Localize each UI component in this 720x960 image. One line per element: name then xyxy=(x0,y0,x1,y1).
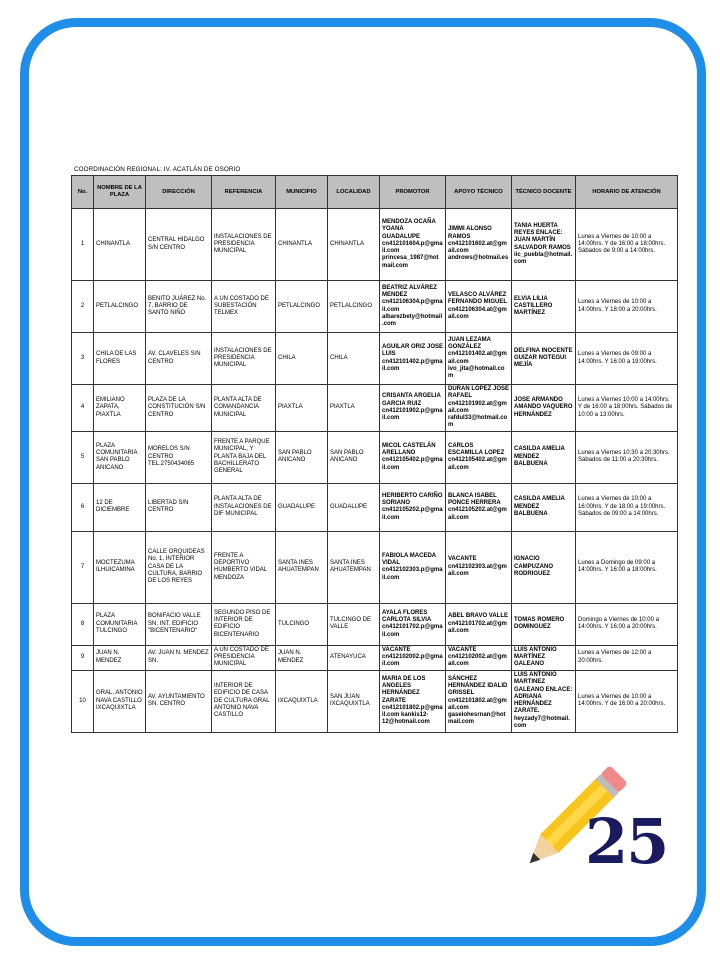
cell-localidad: PIAXTLA xyxy=(328,385,380,432)
cell-tecnico: ELVIA LILIA CASTILLERO MARTÍNEZ xyxy=(512,281,576,333)
cell-municipio: SANTA INES AHUATEMPAN xyxy=(276,531,328,603)
table-row xyxy=(72,333,678,385)
cell-referencia: FRENTE A PARQUE MUNICIPAL, Y PLANTA BAJA DEL BACHILLERATO GENERAL xyxy=(212,431,276,483)
header-direccion: DIRECCIÓN xyxy=(146,176,212,209)
table-row xyxy=(72,209,678,281)
cell-localidad: SAN JUAN IXCAQUIXTLA xyxy=(328,670,380,732)
cell-referencia: SEGUNDO PISO DE INTERIOR DE EDIFICIO BICENTENARIO xyxy=(212,603,276,645)
cell-plaza: PLAZA COMUNITARIA SAN PABLO ANICANO xyxy=(94,431,146,483)
cell-promotor: HERIBERTO CARIÑO SORIANO cn412105202.p@gmail.com xyxy=(380,483,446,531)
cell-promotor: VACANTE cn412102002.p@gmail.com xyxy=(380,645,446,670)
cell-localidad: SANTA INES AHUATEMPAN xyxy=(328,531,380,603)
table-row xyxy=(72,483,678,531)
cell-tecnico: CASILDA AMELIA MENDEZ BALBUENA xyxy=(512,431,576,483)
cell-no: 10 xyxy=(72,670,94,732)
cell-apoyo: JUAN LEZAMA GONZÁLEZ cn412101402.at@gmail.com ivo_jita@hotmail.com xyxy=(446,333,512,385)
cell-horario: Lunes a Viernes de 10:00 a 16:00hrs. Y de 18:00 a 19:00hrs. Sábados de 09:00 a 14:00hrs. xyxy=(576,483,678,531)
cell-tecnico: LUIS ANTONIO MARTINEZ GALEANO ENLACE: ADRIANA HERNÁNDEZ ZARATE. heyzady7@hotmail.com xyxy=(512,670,576,732)
cell-direccion: CENTRAL HIDALGO S/N CENTRO xyxy=(146,209,212,281)
cell-horario: Lunes a Viernes de 10:00 a 14:00hrs. Y de 16:00 a 20:00hrs. xyxy=(576,670,678,732)
header-horario: HORARIO DE ATENCIÓN xyxy=(576,176,678,209)
region-title: COORDINACIÓN REGIONAL: IV. ACATLÁN DE OSORIO xyxy=(74,166,241,173)
cell-localidad: CHILA xyxy=(328,333,380,385)
page-number: 25 xyxy=(585,805,668,878)
cell-promotor: AYALA FLORES CARLOTA SILVIA cn412101702.p@gmail.com xyxy=(380,603,446,645)
cell-direccion: BENITO JUÁREZ No. 7, BARRIO DE SANTO NIÑO xyxy=(146,281,212,333)
header-localidad: LOCALIDAD xyxy=(328,176,380,209)
cell-apoyo: VELASCO ALVÁREZ FERNANDO MIGUEL cn412106304.at@gmail.com xyxy=(446,281,512,333)
cell-plaza: PLAZA COMUNITARIA TULCINGO xyxy=(94,603,146,645)
cell-horario: Lunes a Viernes de 10:00 a 14:00hrs. Y de 16:00 a 18:00hrs. Sábados de 9:00 a 14:00hrs. xyxy=(576,209,678,281)
cell-localidad: PETLALCINGO xyxy=(328,281,380,333)
cell-localidad: ATENAYUCA xyxy=(328,645,380,670)
cell-no: 6 xyxy=(72,483,94,531)
cell-direccion: CALLE ORQUIDEAS No. 1, INTERIOR CASA DE LA CULTURA, BARRIO DE LOS REYES xyxy=(146,531,212,603)
table-row xyxy=(72,281,678,333)
cell-referencia: FRENTE A DEPORTIVO HUMBERTO VIDAL MENDOZA xyxy=(212,531,276,603)
table-row xyxy=(72,385,678,432)
cell-horario: Lunes a Viernes 10:00 a 14:00hrs. Y de 16:00 a 18:00hrs. Sábados de 10:00 a 13:00hrs. xyxy=(576,385,678,432)
cell-municipio: SAN PABLO ANICANO xyxy=(276,431,328,483)
cell-no: 3 xyxy=(72,333,94,385)
cell-promotor: MICOL CASTELÁN ARELLANO cn412105402.p@gmail.com xyxy=(380,431,446,483)
cell-referencia: PLANTA ALTA DE COMANDANCIA MUNICIPAL xyxy=(212,385,276,432)
cell-municipio: IXCAQUIXTLA xyxy=(276,670,328,732)
header-no: No. xyxy=(72,176,94,209)
cell-tecnico: TOMAS ROMERO DOMINGUEZ xyxy=(512,603,576,645)
cell-horario: Domingo a Viernes de 10:00 a 14:00hrs. Y 16:00 a 20:00hrs. xyxy=(576,603,678,645)
table-header-row xyxy=(72,176,678,209)
cell-referencia: INTERIOR DE EDIFICIO DE CASA DE CULTURA GRAL ANTONIO NAVA CASTILLO xyxy=(212,670,276,732)
header-promotor: PROMOTOR xyxy=(380,176,446,209)
cell-no: 1 xyxy=(72,209,94,281)
cell-plaza: CHILA DE LAS FLORES xyxy=(94,333,146,385)
table-row xyxy=(72,531,678,603)
cell-apoyo: JIMMI ALONSO RAMOS cn412101602.at@gmail.com androws@hotmail.es xyxy=(446,209,512,281)
cell-horario: Lunes a Viernes de 12:00 a 20:00hrs. xyxy=(576,645,678,670)
cell-no: 5 xyxy=(72,431,94,483)
cell-plaza: PETLALCINGO xyxy=(94,281,146,333)
cell-direccion: MORELOS S/N CENTRO TEL.2750434065 xyxy=(146,431,212,483)
cell-municipio: CHINANTLA xyxy=(276,209,328,281)
cell-direccion: AV. JUAN N. MENDEZ SN. xyxy=(146,645,212,670)
cell-no: 7 xyxy=(72,531,94,603)
cell-direccion: PLAZA DE LA CONSTITUCIÓN S/N CENTRO xyxy=(146,385,212,432)
table-row xyxy=(72,670,678,732)
cell-localidad: GUADALUPE xyxy=(328,483,380,531)
cell-tecnico: CASILDA AMELIA MENDEZ BALBUENA xyxy=(512,483,576,531)
cell-apoyo: VACANTE cn412102002.at@gmail.com xyxy=(446,645,512,670)
cell-plaza: MOCTEZUMA ILHUICAMINA xyxy=(94,531,146,603)
cell-apoyo: SÁNCHEZ HERNÁNDEZ IDALID GRISSEL cn412101802.at@gmail.com gaselohesrnan@hotmail.com xyxy=(446,670,512,732)
cell-direccion: AV. CLAVELES S/N CENTRO xyxy=(146,333,212,385)
cell-referencia: PLANTA ALTA DE INSTALACIONES DE DIF MUNICIPAL xyxy=(212,483,276,531)
cell-apoyo: CARLOS ESCAMILLA LOPEZ cn412105402.at@gmail.com xyxy=(446,431,512,483)
cell-tecnico: TANIA HUERTA REYES ENLACE: JUAN MARTÍN SALVADOR RAMOS iic_puebla@hotmail.com xyxy=(512,209,576,281)
cell-plaza: CHINANTLA xyxy=(94,209,146,281)
cell-tecnico: JOSE ARMANDO AMANDO VAQUERO HERNÁNDEZ xyxy=(512,385,576,432)
table-body xyxy=(72,209,678,733)
cell-plaza: EMILIANO ZAPATA, PIAXTLA xyxy=(94,385,146,432)
cell-horario: Lunes a Viernes de 10:00 a 14:00hrs. Y 18:00 a 20:00hrs. xyxy=(576,281,678,333)
cell-apoyo: BLANCA ISABEL PONCE HERRERA cn412105202.at@gmail.com xyxy=(446,483,512,531)
cell-horario: Lunes a Domingo de 09:00 a 14:00hrs. Y 16:00 a 18:00hrs. xyxy=(576,531,678,603)
cell-municipio: TULCINGO xyxy=(276,603,328,645)
cell-apoyo: ABEL BRAVO VALLE cn412101702.at@gmail.com xyxy=(446,603,512,645)
cell-no: 4 xyxy=(72,385,94,432)
cell-municipio: PIAXTLA xyxy=(276,385,328,432)
cell-promotor: CRISANTA ARGELIA GARCIA RUIZ cn412101902.p@gmail.com xyxy=(380,385,446,432)
cell-no: 9 xyxy=(72,645,94,670)
table-row xyxy=(72,645,678,670)
cell-referencia: A UN COSTADO DE PRESIDENCIA MUNICIPAL xyxy=(212,645,276,670)
cell-no: 8 xyxy=(72,603,94,645)
header-apoyo: APOYO TÉCNICO xyxy=(446,176,512,209)
cell-municipio: PETLALCINGO xyxy=(276,281,328,333)
cell-referencia: INSTALACIONES DE PRESIDENCIA MUNICIPAL xyxy=(212,333,276,385)
cell-localidad: TULCINGO DE VALLE xyxy=(328,603,380,645)
plazas-table xyxy=(71,175,678,733)
cell-tecnico: IGNACIO CAMPUZANO RODRIGUEZ xyxy=(512,531,576,603)
header-plaza: NOMBRE DE LA PLAZA xyxy=(94,176,146,209)
cell-horario: Lunes a Viernes 10:30 a 20:30hrs. Sábados de 11:00 a 20:30hrs. xyxy=(576,431,678,483)
cell-municipio: CHILA xyxy=(276,333,328,385)
cell-apoyo: DURAN LÓPEZ JOSE RAFAEL cn412101902.at@gmail.com rafdul33@hotmail.com xyxy=(446,385,512,432)
cell-municipio: GUADALUPE xyxy=(276,483,328,531)
cell-referencia: A UN COSTADO DE SUBESTACIÓN TELMEX xyxy=(212,281,276,333)
table-row xyxy=(72,603,678,645)
cell-direccion: LIBERTAD S/N CENTRO xyxy=(146,483,212,531)
cell-plaza: 12 DE DICIEMBRE xyxy=(94,483,146,531)
table-row xyxy=(72,431,678,483)
cell-referencia: INSTALACIONES DE PRESIDENCIA MUNICIPAL xyxy=(212,209,276,281)
cell-direccion: BONIFACIO VALLE SN. INT. EDIFICIO "BICENTENARIO" xyxy=(146,603,212,645)
cell-localidad: SAN PABLO ANICANO xyxy=(328,431,380,483)
header-tecnico: TÉCNICO DOCENTE xyxy=(512,176,576,209)
cell-plaza: JUAN N. MENDEZ xyxy=(94,645,146,670)
cell-plaza: GRAL. ANTONIO NAVA CASTILLO IXCAQUIXTLA xyxy=(94,670,146,732)
cell-tecnico: DELFINA INOCENTE GUIZAR NOTEGUI MEJÍA xyxy=(512,333,576,385)
cell-no: 2 xyxy=(72,281,94,333)
cell-promotor: FABIOLA MACEDA VIDAL cn412102303.p@gmail.com xyxy=(380,531,446,603)
cell-promotor: MARIA DE LOS ANGELES HERNÁNDEZ ZARATE cn412101802.p@gmail.com kankis12-12@hotmail.com xyxy=(380,670,446,732)
cell-apoyo: VACANTE cn412102303.at@gmail.com xyxy=(446,531,512,603)
cell-promotor: BEATRIZ ALVÁREZ MENDEZ cn412106304.p@gmail.com albarezbety@hotmail.com xyxy=(380,281,446,333)
header-municipio: MUNICIPIO xyxy=(276,176,328,209)
cell-promotor: MENDOZA OCAÑA YOANA GUADALUPE cn412101604.p@gmail.com princesa_1987@hotmail.com xyxy=(380,209,446,281)
cell-localidad: CHINANTLA xyxy=(328,209,380,281)
header-referencia: REFERENCIA xyxy=(212,176,276,209)
cell-direccion: AV. AYUNTAMIENTO SN. CENTRO xyxy=(146,670,212,732)
cell-tecnico: LUIS ANTONIO MARTÍNEZ GALEANO xyxy=(512,645,576,670)
cell-municipio: JUAN N. MENDEZ xyxy=(276,645,328,670)
cell-horario: Lunes a Viernes de 09:00 a 14:00hrs. Y 16:00 a 19:00hrs. xyxy=(576,333,678,385)
cell-promotor: AGUILAR ORIZ JOSE LUIS cn412101402.p@gmail.com xyxy=(380,333,446,385)
